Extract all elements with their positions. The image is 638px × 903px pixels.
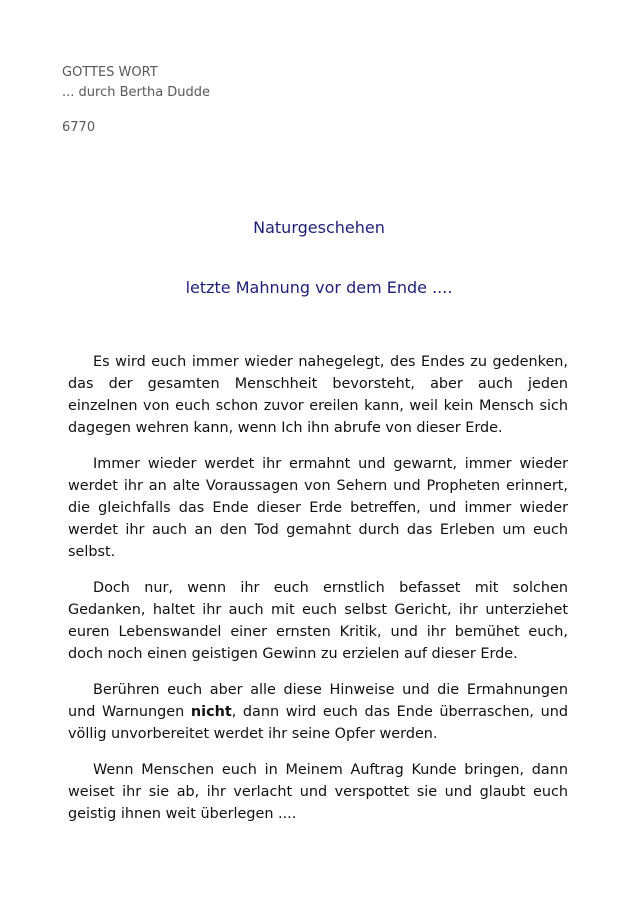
document-subtitle: letzte Mahnung vor dem Ende ....: [185, 278, 453, 297]
paragraph-4: [68, 679, 568, 745]
paragraph-2: Immer wieder werdet ihr ermahnt und gewarnt, immer wieder werdet ihr an alte Voraussagen von Sehern und Propheten erinnert, die gleichfalls das Ende dieser Erde betreffen, und immer wieder werdet ihr auch an den Tod gemahnt durch das Erleben um euch selbst.: [68, 456, 568, 560]
document-title: Naturgeschehen: [253, 218, 385, 237]
paragraph-5: Wenn Menschen euch in Meinem Auftrag Kunde bringen, dann weiset ihr sie ab, ihr verlacht und verspottet sie und glaubt euch geistig ihnen weit überlegen ....: [68, 762, 568, 822]
paragraph-4-before: Berühren euch aber alle diese Hinweise und die Ermahnungen und Warnungen: [68, 682, 568, 720]
body-text: [68, 351, 568, 839]
paragraph-4-after: , dann wird euch das Ende überraschen, und völlig unvorbereitet werdet ihr seine Opfer werden.: [68, 704, 569, 742]
message-number: 6770: [62, 120, 96, 135]
series-title: GOTTES WORT: [62, 65, 158, 80]
emphasized-word: nicht: [190, 704, 232, 720]
author-line: ... durch Bertha Dudde: [62, 85, 211, 100]
paragraph-1: Es wird euch immer wieder nahegelegt, des Endes zu gedenken, das der gesamten Menschheit bevorsteht, aber auch jeden einzelnen von euch schon zuvor ereilen kann, weil kein Mensch sich dagegen wehren kann, wenn Ich ihn abrufe von dieser Erde.: [68, 354, 568, 436]
paragraph-3: Doch nur, wenn ihr euch ernstlich befasset mit solchen Gedanken, haltet ihr auch mit euch selbst Gericht, ihr unterziehet euren Lebenswandel einer ernsten Kritik, und ihr bemühet euch, doch noch einen geistigen Gewinn zu erzielen auf dieser Erde.: [68, 580, 568, 662]
